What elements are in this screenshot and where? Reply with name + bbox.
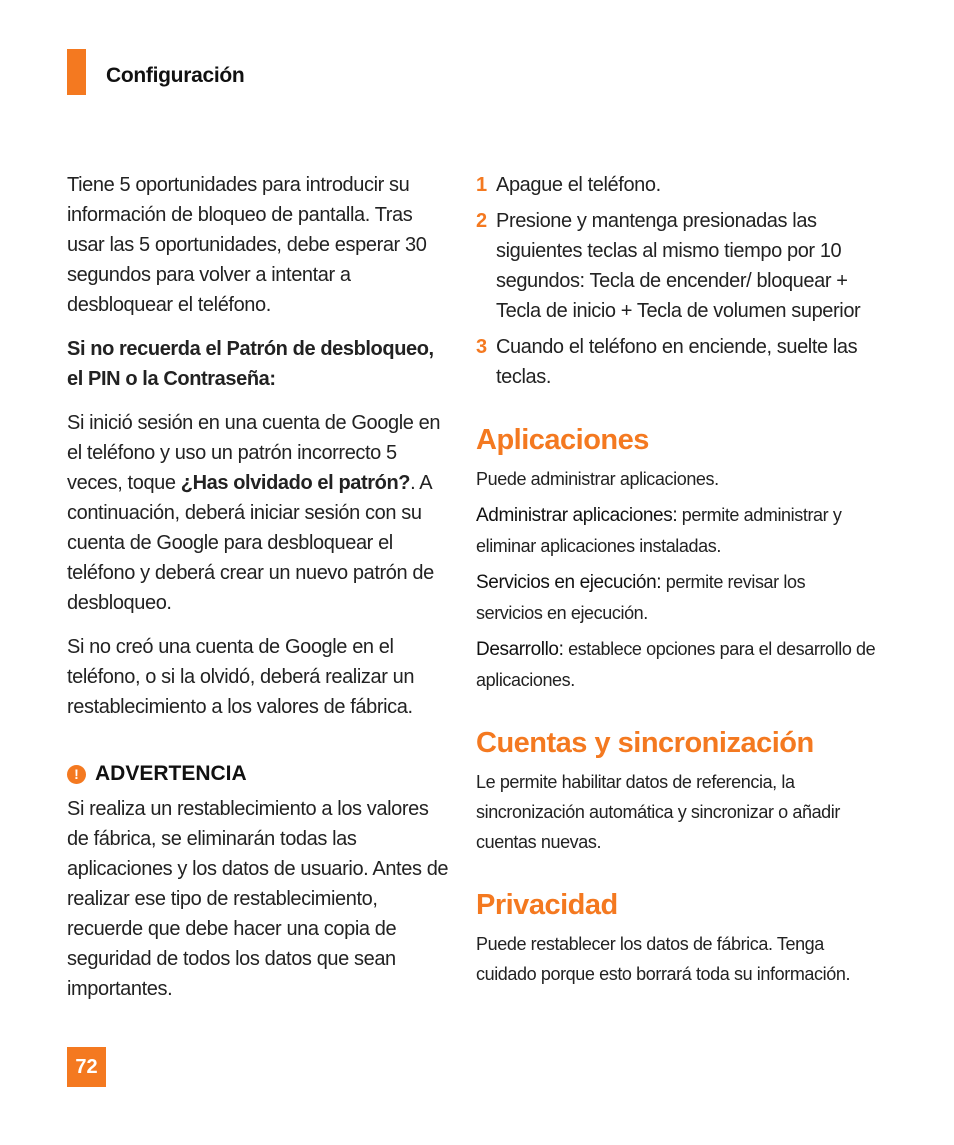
step-text: Apague el teléfono. [496, 174, 661, 196]
apps-item-term: Administrar aplicaciones: [476, 505, 678, 526]
accounts-section-title: Cuentas y sincronización [476, 727, 814, 759]
apps-item-manage [476, 500, 876, 561]
page-number: 72 [67, 1047, 106, 1087]
lock-attempts-paragraph: Tiene 5 oportunidades para introducir su información de bloqueo de pantalla. Tras usar las 5 oportunidades, debe esperar 30 segundos para volver a intentar a desbloquear el teléfono. [67, 174, 427, 316]
apps-item-desc: establece opciones para el desarrollo de aplicaciones. [476, 639, 876, 690]
step-item [476, 206, 876, 326]
google-account-paragraph [67, 408, 453, 618]
left-column [67, 170, 453, 1018]
privacy-section-title: Privacidad [476, 889, 618, 921]
warning-heading [67, 762, 453, 786]
apps-item-running [476, 567, 876, 628]
forgot-pattern-option: ¿Has olvidado el patrón? [180, 472, 411, 494]
apps-intro: Puede administrar aplicaciones. [476, 469, 719, 489]
exclamation-circle-icon: ! [67, 765, 86, 784]
step-item [476, 170, 876, 200]
warning-title: ADVERTENCIA [95, 762, 247, 785]
apps-item-term: Desarrollo: [476, 639, 564, 660]
step-number: 2 [476, 210, 487, 232]
right-column [476, 170, 876, 995]
apps-item-desc: permite revisar los servicios en ejecución. [476, 572, 806, 623]
factory-reset-paragraph: Si no creó una cuenta de Google en el teléfono, o si la olvidó, deberá realizar un restablecimiento a los valores de fábrica. [67, 636, 415, 718]
step-number: 3 [476, 336, 487, 358]
step-item [476, 332, 876, 392]
apps-item-development [476, 634, 876, 695]
privacy-text: Puede restablecer los datos de fábrica. Tenga cuidado porque esto borrará toda su información. [476, 934, 851, 984]
step-number: 1 [476, 174, 487, 196]
google-account-text-before: Si inició sesión en una cuenta de Google en el teléfono y uso un patrón incorrecto 5 veces, toque [67, 412, 441, 494]
step-text: Presione y mantenga presionadas las siguientes teclas al mismo tiempo por 10 segundos: Tecla de encender/ bloquear + Tecla de inicio + Tecla de volumen superior [496, 210, 861, 322]
forgot-pattern-subheading: Si no recuerda el Patrón de desbloqueo, el PIN o la Contraseña: [67, 338, 434, 390]
apps-item-term: Servicios en ejecución: [476, 572, 662, 593]
warning-text: Si realiza un restablecimiento a los valores de fábrica, se eliminarán todas las aplicaciones y los datos de usuario. Antes de realizar ese tipo de restablecimiento, recuerde que debe hacer una copia de seguridad de todos los datos que sean importantes. [67, 798, 449, 1000]
google-account-text-after: . A continuación, deberá iniciar sesión con su cuenta de Google para desbloquear el teléfono y deberá crear un nuevo patrón de desbloqueo. [67, 472, 434, 614]
header-accent-bar [67, 49, 86, 95]
apps-item-desc: permite administrar y eliminar aplicaciones instaladas. [476, 505, 842, 556]
accounts-text: Le permite habilitar datos de referencia, la sincronización automática y sincronizar o añadir cuentas nuevas. [476, 772, 840, 852]
page-header-title: Configuración [106, 64, 245, 87]
step-text: Cuando el teléfono en enciende, suelte las teclas. [496, 336, 858, 388]
apps-section-title: Aplicaciones [476, 424, 649, 456]
